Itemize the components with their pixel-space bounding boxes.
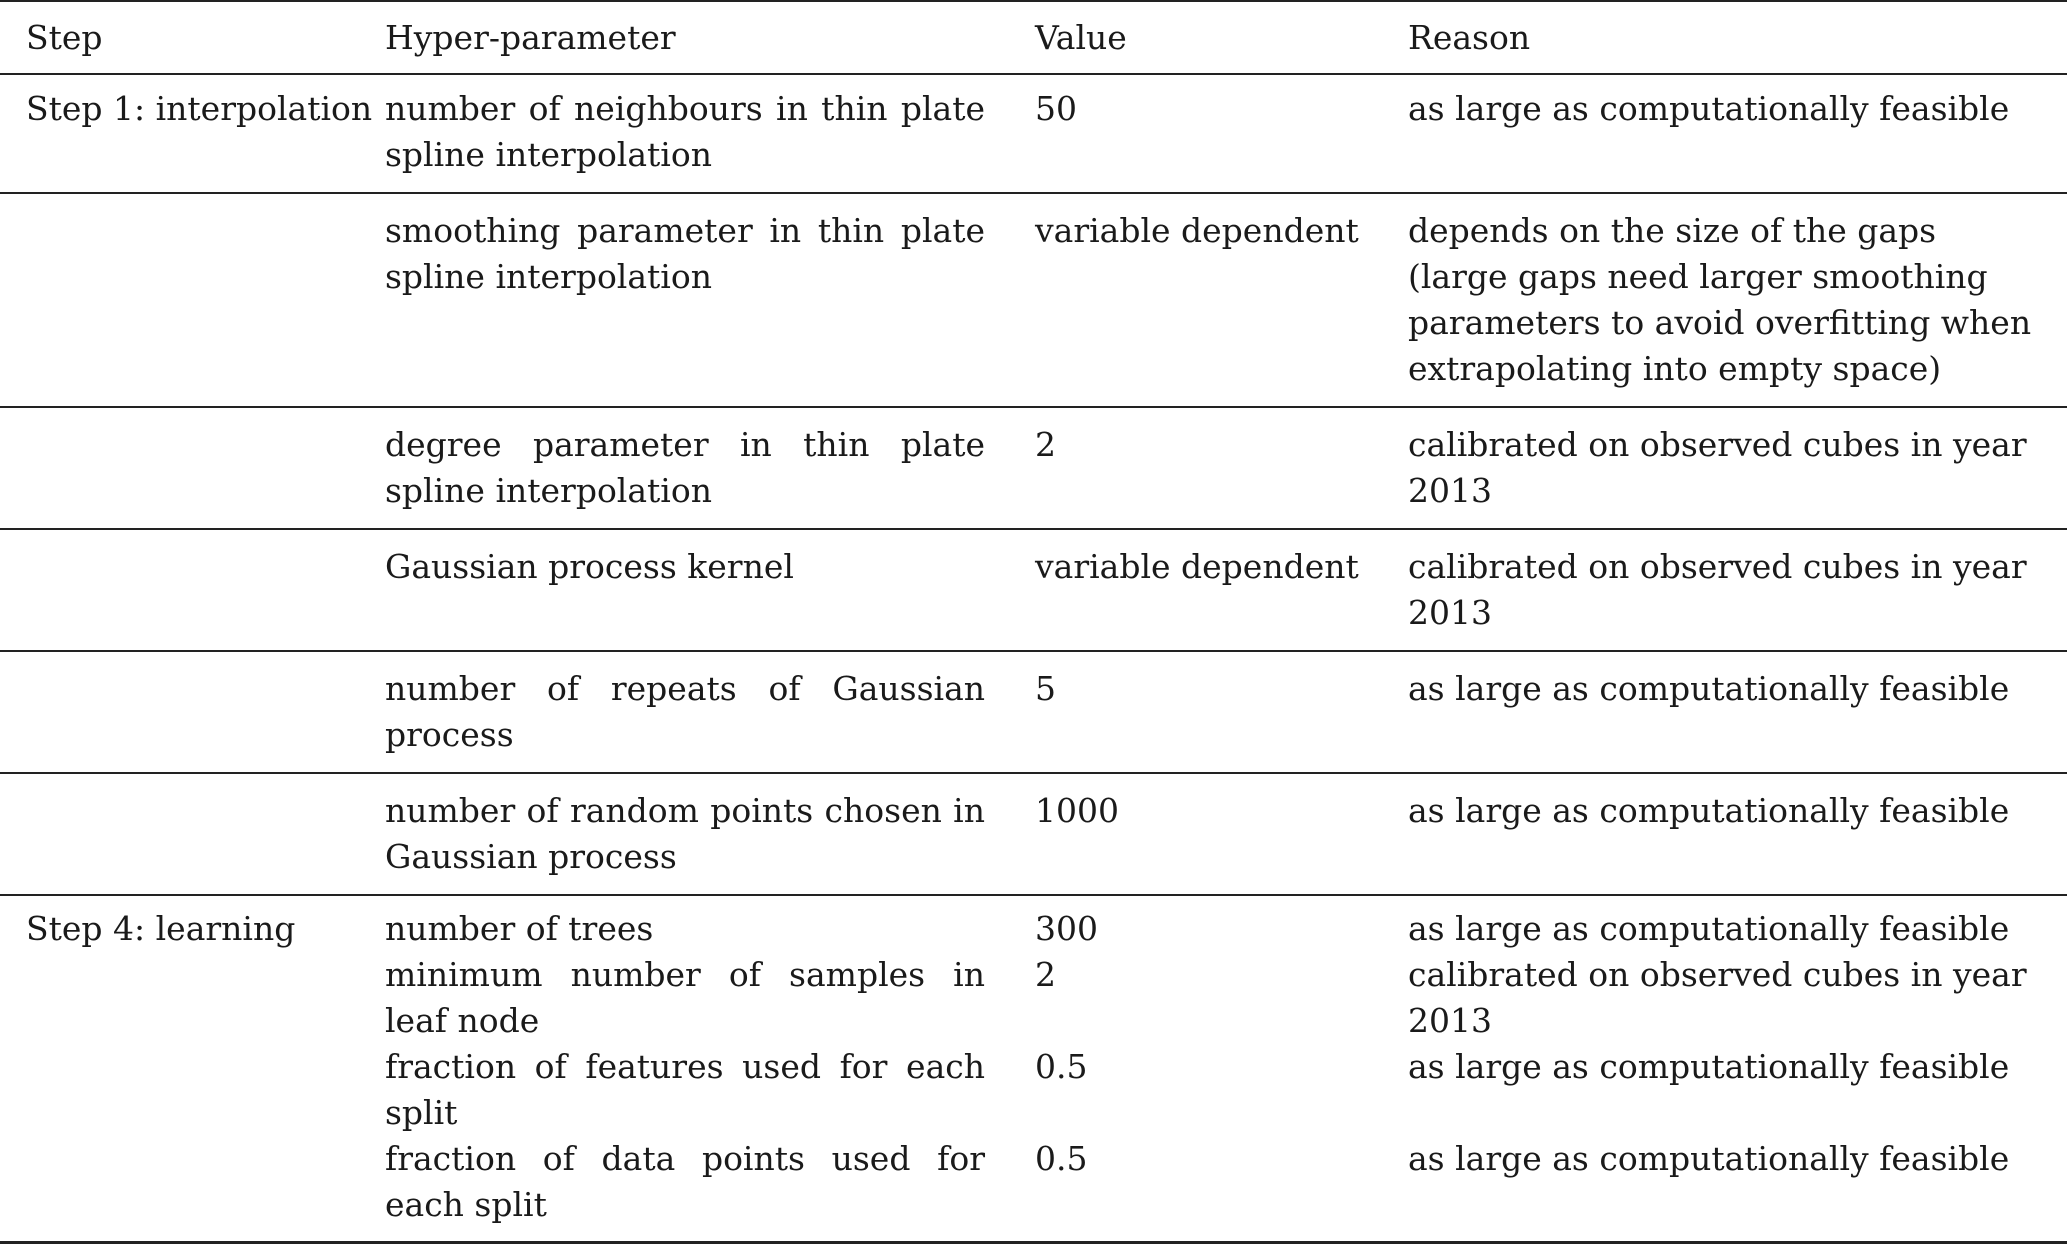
reason-cell: as large as computationally feasible xyxy=(1408,791,2010,830)
table-row xyxy=(0,1044,2067,1136)
table-header xyxy=(0,1,2067,74)
step-cell xyxy=(0,529,385,651)
reason-cell: depends on the size of the gaps (large gaps need larger smoothing parameters to avoid overfitting when extrapolating into empty space) xyxy=(1408,211,2032,388)
value-cell: 2 xyxy=(1035,955,1056,994)
hyper-parameter-cell: fraction of data points used for each split xyxy=(385,1139,985,1224)
step-cell xyxy=(0,1044,385,1136)
value-cell: 0.5 xyxy=(1035,1139,1088,1178)
step-cell xyxy=(0,773,385,895)
step-cell: Step 1: interpolation xyxy=(26,89,373,128)
value-cell: 0.5 xyxy=(1035,1047,1088,1086)
reason-cell: calibrated on observed cubes in year 2013 xyxy=(1408,547,2027,632)
reason-cell: as large as computationally feasible xyxy=(1408,909,2010,948)
step-cell xyxy=(0,651,385,773)
reason-cell: as large as computationally feasible xyxy=(1408,89,2010,128)
hyper-parameter-cell: Gaussian process kernel xyxy=(385,547,794,586)
reason-cell: as large as computationally feasible xyxy=(1408,669,2010,708)
table-row xyxy=(0,773,2067,895)
header-step: Step xyxy=(26,18,103,57)
hyper-parameter-cell: number of trees xyxy=(385,909,654,948)
value-cell: variable dependent xyxy=(1035,547,1359,586)
table-row xyxy=(0,952,2067,1044)
hyper-parameter-cell: number of repeats of Gaussian process xyxy=(385,669,985,754)
value-cell: variable dependent xyxy=(1035,211,1359,250)
hyper-parameter-cell: smoothing parameter in thin plate spline interpolation xyxy=(385,211,985,296)
value-cell: 5 xyxy=(1035,669,1056,708)
step-cell xyxy=(0,1136,385,1243)
hyper-parameter-cell: number of neighbours in thin plate spline interpolation xyxy=(385,89,985,174)
table-row xyxy=(0,193,2067,407)
table-row xyxy=(0,407,2067,529)
step-cell xyxy=(0,952,385,1044)
table-row xyxy=(0,1136,2067,1243)
reason-cell: calibrated on observed cubes in year 2013 xyxy=(1408,425,2027,510)
value-cell: 50 xyxy=(1035,89,1077,128)
value-cell: 300 xyxy=(1035,909,1098,948)
table-row xyxy=(0,895,2067,952)
reason-cell: as large as computationally feasible xyxy=(1408,1139,2010,1178)
header-row xyxy=(0,1,2067,74)
header-hyper-parameter: Hyper-parameter xyxy=(385,18,676,57)
value-cell: 1000 xyxy=(1035,791,1119,830)
table-row xyxy=(0,651,2067,773)
reason-cell: as large as computationally feasible xyxy=(1408,1047,2010,1086)
value-cell: 2 xyxy=(1035,425,1056,464)
hyper-parameter-cell: minimum number of samples in leaf node xyxy=(385,955,985,1040)
step-cell: Step 4: learning xyxy=(26,909,296,948)
table-row xyxy=(0,74,2067,193)
step-cell xyxy=(0,407,385,529)
header-value: Value xyxy=(1035,18,1127,57)
hyper-parameter-cell: fraction of features used for each split xyxy=(385,1047,985,1132)
header-reason: Reason xyxy=(1408,18,1531,57)
table-row xyxy=(0,529,2067,651)
hyper-parameter-cell: degree parameter in thin plate spline interpolation xyxy=(385,425,985,510)
table-body xyxy=(0,74,2067,1243)
step-cell xyxy=(0,193,385,407)
hyper-parameter-cell: number of random points chosen in Gaussian process xyxy=(385,791,985,876)
reason-cell: calibrated on observed cubes in year 2013 xyxy=(1408,955,2027,1040)
